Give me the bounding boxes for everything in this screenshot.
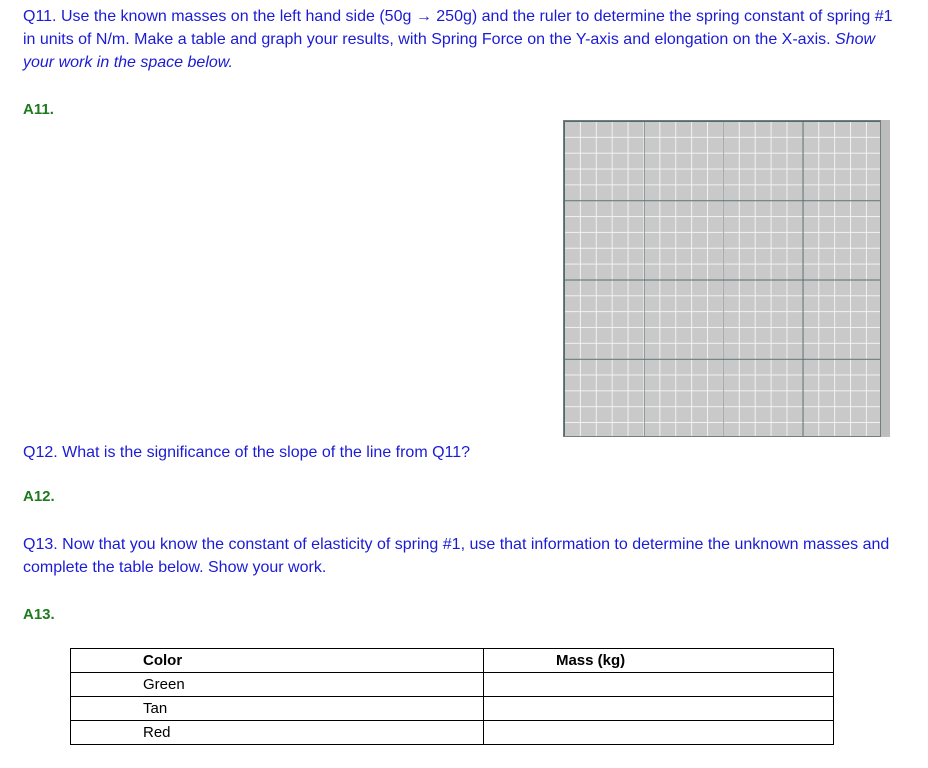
row-mass-cell[interactable] [483,721,833,745]
row-mass-cell[interactable] [483,673,833,697]
header-mass: Mass (kg) [483,649,833,673]
graph-paper-edge [881,120,890,437]
answer-11-label: A11. [23,101,54,118]
table-row [71,673,834,697]
question-11 [23,5,903,74]
question-11-text: Q11. Use the known masses on the left hand side (50g [23,8,416,25]
table-row [71,697,834,721]
mass-table [70,648,834,745]
table-header-row [71,649,834,673]
row-mass-cell[interactable] [483,697,833,721]
table-row [71,721,834,745]
question-11-text-continued: 250g) and the ruler to determine the spring constant of spring #1 in units of N/m. Make a table and graph your results, with Spring Force on the Y-axis and elongation on the X-axis. [23,8,893,48]
header-color: Color [71,649,484,673]
answer-12-label: A12. [23,488,55,505]
right-arrow-icon: → [415,8,432,25]
row-color: Red [71,721,484,745]
question-11-instruction: Show your work in the space below. [23,31,876,71]
question-13: Q13. Now that you know the constant of elasticity of spring #1, use that information to determine the unknown masses and complete the table below. Show your work. [23,536,890,576]
row-color: Tan [71,697,484,721]
row-color: Green [71,673,484,697]
graph-paper[interactable] [563,120,881,437]
question-12: Q12. What is the significance of the slope of the line from Q11? [23,444,471,461]
answer-13-label: A13. [23,606,55,623]
